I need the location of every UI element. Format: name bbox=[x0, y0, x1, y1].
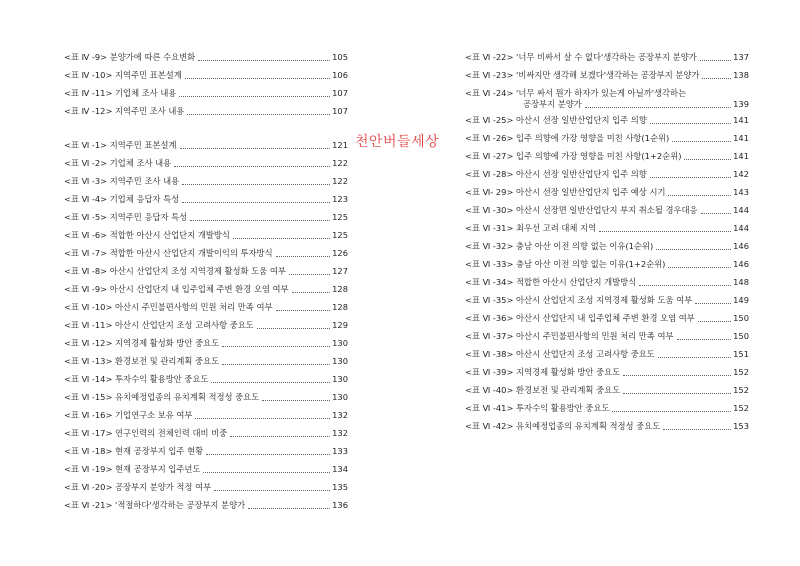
toc-entry bbox=[465, 403, 749, 421]
toc-left-column bbox=[64, 52, 348, 518]
toc-entry-label: <표 Ⅵ -23> '비싸지만 생각해 보겠다'생각하는 공장부지 분양가 bbox=[465, 70, 700, 80]
dot-leader bbox=[599, 230, 731, 232]
toc-entry-label: <표 Ⅵ -37> 아산시 주민불편사항의 민원 처리 만족 여부 bbox=[465, 331, 674, 341]
toc-entry-label: <표 Ⅵ -5> 지역주민 응답자 특성 bbox=[64, 212, 188, 222]
toc-entry bbox=[64, 392, 348, 410]
toc-entry bbox=[64, 176, 348, 194]
dot-leader bbox=[658, 356, 731, 358]
toc-entry-label: <표 Ⅵ -31> 최우선 고려 대체 지역 bbox=[465, 223, 597, 233]
toc-entry-label: <표 Ⅵ -25> 아산시 선장 일반산업단지 입주 의향 bbox=[465, 115, 647, 125]
dot-leader bbox=[672, 140, 731, 142]
toc-entry bbox=[465, 421, 749, 439]
dot-leader bbox=[257, 327, 330, 329]
toc-entry bbox=[64, 52, 348, 70]
toc-entry bbox=[64, 302, 348, 320]
toc-entry-page: 152 bbox=[733, 385, 749, 395]
toc-entry bbox=[64, 248, 348, 266]
toc-entry-page: 125 bbox=[332, 212, 348, 222]
dot-leader bbox=[612, 410, 731, 412]
toc-entry-label: <표 Ⅳ -9> 분양가에 따른 수요변화 bbox=[64, 52, 196, 62]
dot-leader bbox=[211, 381, 330, 383]
toc-entry-label: <표 Ⅵ -39> 지역경제 활성화 방안 중요도 bbox=[465, 367, 621, 377]
dot-leader bbox=[623, 374, 731, 376]
dot-leader bbox=[585, 106, 731, 108]
toc-entry-label: <표 Ⅵ -32> 충남 아산 이전 의향 없는 이유(1순위) bbox=[465, 241, 654, 251]
toc-entry bbox=[64, 212, 348, 230]
toc-entry-page: 130 bbox=[332, 338, 348, 348]
toc-entry bbox=[465, 277, 749, 295]
toc-entry-page: 128 bbox=[332, 302, 348, 312]
toc-entry-page: 107 bbox=[332, 88, 348, 98]
dot-leader bbox=[174, 165, 330, 167]
dot-leader bbox=[623, 392, 731, 394]
toc-entry bbox=[465, 223, 749, 241]
toc-entry-page: 126 bbox=[332, 248, 348, 258]
dot-leader bbox=[663, 428, 731, 430]
toc-entry-label: <표 Ⅵ -30> 아산시 선장면 일반산업단지 부지 취소될 경우대응 bbox=[465, 205, 698, 215]
dot-leader bbox=[206, 453, 330, 455]
toc-entry-label: <표 Ⅵ -27> 입주 의향에 가장 영향을 미친 사항(1+2순위) bbox=[465, 151, 682, 161]
toc-entry-page: 125 bbox=[332, 230, 348, 240]
toc-entry-label: <표 Ⅵ -33> 충남 아산 이전 의향 없는 이유(1+2순위) bbox=[465, 259, 666, 269]
toc-entry-label: <표 Ⅵ -38> 아산시 산업단지 조성 고려사항 중요도 bbox=[465, 349, 655, 359]
toc-entry-label: <표 Ⅵ- 29> 아산시 선장 일반산업단지 입주 예상 시기 bbox=[465, 187, 666, 197]
toc-entry-label: <표 Ⅵ -35> 아산시 산업단지 조성 지역경제 활성화 도움 여부 bbox=[465, 295, 693, 305]
toc-entry bbox=[465, 367, 749, 385]
dot-leader bbox=[702, 77, 731, 79]
toc-entry-label: <표 Ⅵ -3> 지역주민 조사 내용 bbox=[64, 176, 180, 186]
toc-entry-page: 122 bbox=[332, 176, 348, 186]
dot-leader bbox=[185, 77, 330, 79]
dot-leader bbox=[214, 489, 330, 491]
toc-entry bbox=[64, 284, 348, 302]
toc-entry-label: <표 Ⅵ -2> 기업체 조사 내용 bbox=[64, 158, 172, 168]
toc-entry bbox=[465, 115, 749, 133]
dot-leader bbox=[195, 417, 330, 419]
toc-entry-label: <표 Ⅵ -36> 아산시 산업단지 내 입주업체 주변 환경 오염 여부 bbox=[465, 313, 695, 323]
toc-entry-page: 137 bbox=[733, 52, 749, 62]
dot-leader bbox=[292, 291, 331, 293]
toc-entry bbox=[465, 52, 749, 70]
dot-leader bbox=[190, 219, 330, 221]
toc-entry bbox=[64, 356, 348, 374]
dot-leader bbox=[695, 302, 731, 304]
toc-entry-label: <표 Ⅳ -12> 지역주민 조사 내용 bbox=[64, 106, 185, 116]
toc-entry-label: <표 Ⅵ -16> 기업연구소 보유 여부 bbox=[64, 410, 193, 420]
toc-entry-page: 134 bbox=[332, 464, 348, 474]
toc-entry bbox=[64, 410, 348, 428]
toc-entry-page: 141 bbox=[733, 115, 749, 125]
toc-entry bbox=[64, 140, 348, 158]
dot-leader bbox=[668, 194, 731, 196]
toc-entry-page: 132 bbox=[332, 428, 348, 438]
toc-entry-label: <표 Ⅵ -1> 지역주민 표본설계 bbox=[64, 140, 177, 150]
toc-entry bbox=[465, 349, 749, 367]
toc-entry-label: <표 Ⅵ -4> 기업체 응답자 특성 bbox=[64, 194, 180, 204]
toc-entry-page: 152 bbox=[733, 403, 749, 413]
toc-entry-label: <표 Ⅵ -10> 아산시 주민불편사항의 민원 처리 만족 여부 bbox=[64, 302, 273, 312]
toc-entry-label: <표 Ⅵ -14> 투자수익 활용방안 중요도 bbox=[64, 374, 209, 384]
toc-entry-page: 133 bbox=[332, 446, 348, 456]
toc-entry bbox=[64, 88, 348, 106]
toc-entry-label: <표 Ⅵ -17> 연구인력의 전체인력 대비 비중 bbox=[64, 428, 228, 438]
dot-leader bbox=[187, 113, 330, 115]
toc-entry-page: 141 bbox=[733, 133, 749, 143]
toc-entry-page: 150 bbox=[733, 331, 749, 341]
toc-entry bbox=[465, 331, 749, 349]
dot-leader bbox=[248, 507, 330, 509]
toc-entry bbox=[465, 295, 749, 313]
dot-leader bbox=[182, 201, 330, 203]
toc-entry-label: <표 Ⅵ -9> 아산시 산업단지 내 입주업체 주변 환경 오염 여부 bbox=[64, 284, 289, 294]
toc-entry-page: 135 bbox=[332, 482, 348, 492]
toc-entry-page: 123 bbox=[332, 194, 348, 204]
toc-entry bbox=[64, 374, 348, 392]
toc-entry-page: 127 bbox=[332, 266, 348, 276]
toc-entry-page: 130 bbox=[332, 356, 348, 366]
toc-entry bbox=[64, 428, 348, 446]
toc-entry bbox=[465, 313, 749, 331]
toc-entry-label: <표 Ⅵ -18> 현재 공장부지 입주 현황 bbox=[64, 446, 204, 456]
toc-entry-page: 136 bbox=[332, 500, 348, 510]
toc-entry-page: 153 bbox=[733, 421, 749, 431]
toc-entry-page: 144 bbox=[733, 223, 749, 233]
toc-entry-page: 141 bbox=[733, 151, 749, 161]
toc-entry-page: 130 bbox=[332, 374, 348, 384]
toc-entry-label: <표 Ⅵ -8> 아산시 산업단지 조성 지역경제 활성화 도움 여부 bbox=[64, 266, 286, 276]
toc-entry-page: 128 bbox=[332, 284, 348, 294]
toc-entry bbox=[465, 259, 749, 277]
toc-entry bbox=[64, 106, 348, 124]
toc-entry-label: <표 Ⅵ -6> 적합한 아산시 산업단지 개발방식 bbox=[64, 230, 230, 240]
dot-leader bbox=[276, 309, 331, 311]
toc-entry-label: <표 Ⅵ -26> 입주 의향에 가장 영향을 미친 사항(1순위) bbox=[465, 133, 670, 143]
toc-entry-label: <표 Ⅵ -11> 아산시 산업단지 조성 고려사항 중요도 bbox=[64, 320, 254, 330]
dot-leader bbox=[222, 345, 330, 347]
toc-entry-page: 106 bbox=[332, 70, 348, 80]
toc-entry-label: <표 Ⅵ -42> 유치예정업종의 유치계획 적정성 중요도 bbox=[465, 421, 661, 431]
toc-entry-label: <표 Ⅵ -15> 유치예정업종의 유치계획 적정성 중요도 bbox=[64, 392, 260, 402]
section-gap bbox=[64, 124, 348, 140]
dot-leader bbox=[233, 237, 330, 239]
toc-entry bbox=[64, 70, 348, 88]
toc-entry-page: 143 bbox=[733, 187, 749, 197]
toc-entry bbox=[64, 158, 348, 176]
toc-entry-label: <표 Ⅵ -19> 현재 공장부지 입주년도 bbox=[64, 464, 201, 474]
toc-entry-page: 142 bbox=[733, 169, 749, 179]
toc-entry-label: <표 Ⅵ -24> '너무 싸서 뭔가 하자가 있는게 아닐까'생각하는 bbox=[465, 88, 687, 98]
toc-entry bbox=[465, 133, 749, 151]
toc-entry bbox=[64, 500, 348, 518]
toc-entry-label: <표 Ⅵ -22> '너무 비싸서 살 수 없다'생각하는 공장부지 분양가 bbox=[465, 52, 697, 62]
toc-entry-page: 139 bbox=[733, 99, 749, 109]
toc-entry-page: 149 bbox=[733, 295, 749, 305]
dot-leader bbox=[230, 435, 330, 437]
watermark: 천안버들세상 bbox=[355, 134, 440, 150]
toc-entry-label: <표 Ⅵ -7> 적합한 아산시 산업단지 개발이익의 투자방식 bbox=[64, 248, 273, 258]
toc-entry bbox=[64, 230, 348, 248]
dot-leader bbox=[684, 158, 731, 160]
toc-entry-page: 121 bbox=[332, 140, 348, 150]
toc-entry-label: <표 Ⅵ -20> 공장부지 분양가 적정 여부 bbox=[64, 482, 212, 492]
toc-entry bbox=[465, 241, 749, 259]
toc-entry bbox=[465, 151, 749, 169]
toc-entry bbox=[465, 88, 749, 115]
toc-entry-label: <표 Ⅵ -34> 적합한 아산시 산업단지 개발방식 bbox=[465, 277, 637, 287]
dot-leader bbox=[198, 59, 330, 61]
dot-leader bbox=[289, 273, 330, 275]
toc-entry bbox=[465, 205, 749, 223]
dot-leader bbox=[700, 59, 731, 61]
dot-leader bbox=[650, 176, 731, 178]
toc-entry-page: 107 bbox=[332, 106, 348, 116]
dot-leader bbox=[701, 212, 732, 214]
toc-entry-label: <표 Ⅳ -11> 기업체 조사 내용 bbox=[64, 88, 177, 98]
toc-entry bbox=[64, 266, 348, 284]
toc-entry-page: 151 bbox=[733, 349, 749, 359]
toc-entry-label: <표 Ⅵ -13> 환경보전 및 관리계획 중요도 bbox=[64, 356, 220, 366]
dot-leader bbox=[677, 338, 732, 340]
toc-entry bbox=[465, 385, 749, 403]
toc-entry-label: <표 Ⅵ -12> 지역경제 활성화 방안 중요도 bbox=[64, 338, 220, 348]
dot-leader bbox=[650, 122, 731, 124]
dot-leader bbox=[656, 248, 731, 250]
toc-entry bbox=[64, 446, 348, 464]
toc-entry-label: <표 Ⅳ -10> 지역주민 표본설계 bbox=[64, 70, 182, 80]
toc-entry bbox=[64, 464, 348, 482]
toc-entry-page: 130 bbox=[332, 392, 348, 402]
dot-leader bbox=[203, 471, 330, 473]
dot-leader bbox=[180, 147, 331, 149]
toc-entry-label: <표 Ⅵ -41> 투자수익 활용방안 중요도 bbox=[465, 403, 610, 413]
toc-entry bbox=[465, 169, 749, 187]
dot-leader bbox=[698, 320, 731, 322]
toc-entry-page: 144 bbox=[733, 205, 749, 215]
toc-entry-page: 122 bbox=[332, 158, 348, 168]
toc-entry-page: 138 bbox=[733, 70, 749, 80]
toc-right-column bbox=[465, 52, 749, 439]
toc-entry-page: 152 bbox=[733, 367, 749, 377]
toc-entry-page: 105 bbox=[332, 52, 348, 62]
toc-entry-label-continued: 공장부지 분양가 bbox=[523, 99, 582, 109]
toc-entry-page: 150 bbox=[733, 313, 749, 323]
toc-entry bbox=[64, 320, 348, 338]
toc-entry-page: 132 bbox=[332, 410, 348, 420]
toc-entry-label: <표 Ⅵ -28> 아산시 선장 일반산업단지 입주 의향 bbox=[465, 169, 647, 179]
toc-entry bbox=[465, 70, 749, 88]
toc-entry bbox=[64, 482, 348, 500]
toc-entry bbox=[64, 194, 348, 212]
dot-leader bbox=[179, 95, 330, 97]
dot-leader bbox=[182, 183, 330, 185]
toc-entry-page: 146 bbox=[733, 241, 749, 251]
toc-entry-page: 148 bbox=[733, 277, 749, 287]
dot-leader bbox=[668, 266, 731, 268]
toc-entry-label: <표 Ⅵ -40> 환경보전 및 관리계획 중요도 bbox=[465, 385, 621, 395]
toc-entry bbox=[64, 338, 348, 356]
toc-entry-page: 129 bbox=[332, 320, 348, 330]
dot-leader bbox=[222, 363, 330, 365]
dot-leader bbox=[262, 399, 330, 401]
dot-leader bbox=[639, 284, 731, 286]
toc-entry bbox=[465, 187, 749, 205]
toc-entry-label: <표 Ⅵ -21> '적절하다'생각하는 공장부지 분양가 bbox=[64, 500, 246, 510]
dot-leader bbox=[276, 255, 331, 257]
toc-entry-page: 146 bbox=[733, 259, 749, 269]
